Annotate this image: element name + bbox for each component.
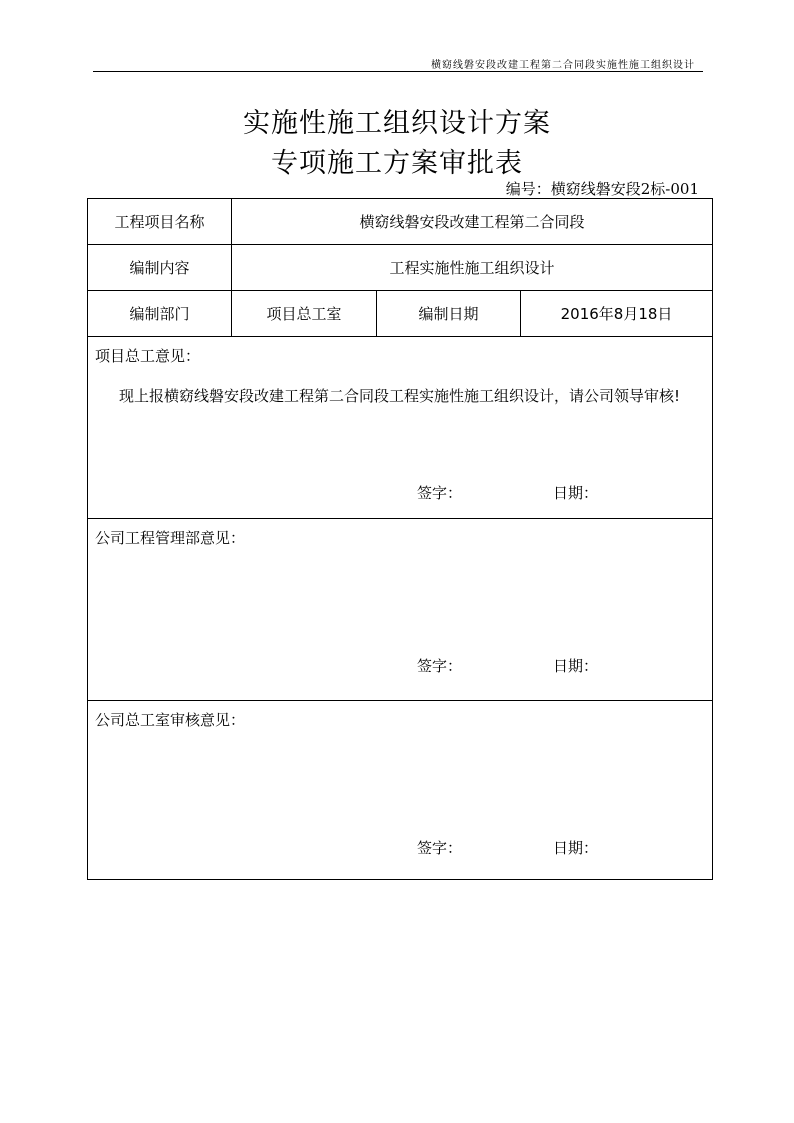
- signature-label: 签字：: [417, 484, 463, 502]
- opinion-body: 现上报横窈线磐安段改建工程第二合同段工程实施性施工组织设计，请公司领导审核!: [119, 387, 681, 405]
- date-field-label: 日期：: [553, 839, 599, 857]
- document-number: 编号：横窈线磐安段2标-001: [505, 180, 699, 198]
- approval-form-table: [87, 198, 713, 880]
- dept-label: 编制部门: [88, 291, 232, 337]
- chief-engineer-opinion-row: [88, 337, 713, 519]
- project-name-row: [88, 199, 713, 245]
- engineering-dept-opinion: [88, 519, 713, 701]
- project-name-value: 横窈线磐安段改建工程第二合同段: [232, 199, 713, 245]
- content-label: 编制内容: [88, 245, 232, 291]
- opinion-label: 项目总工意见：: [95, 347, 201, 365]
- project-name-label: 工程项目名称: [88, 199, 232, 245]
- running-header: 横窈线磐安段改建工程第二合同段实施性施工组织设计: [431, 60, 695, 71]
- opinion-label: 公司总工室审核意见：: [95, 711, 246, 729]
- date-field-label: 日期：: [553, 484, 599, 502]
- content-row: [88, 245, 713, 291]
- date-label: 编制日期: [377, 291, 521, 337]
- document-title: 实施性施工组织设计方案: [243, 108, 551, 139]
- dept-date-row: [88, 291, 713, 337]
- document-subtitle: 专项施工方案审批表: [271, 148, 523, 179]
- content-value: 工程实施性施工组织设计: [232, 245, 713, 291]
- chief-office-opinion: [88, 701, 713, 880]
- date-value: 2016年8月18日: [521, 291, 713, 337]
- header-rule: [93, 71, 703, 72]
- chief-engineer-opinion: [88, 337, 713, 519]
- chief-office-opinion-row: [88, 701, 713, 880]
- signature-label: 签字：: [417, 839, 463, 857]
- date-field-label: 日期：: [553, 657, 599, 675]
- signature-label: 签字：: [417, 657, 463, 675]
- opinion-label: 公司工程管理部意见：: [95, 529, 246, 547]
- dept-value: 项目总工室: [232, 291, 377, 337]
- engineering-dept-opinion-row: [88, 519, 713, 701]
